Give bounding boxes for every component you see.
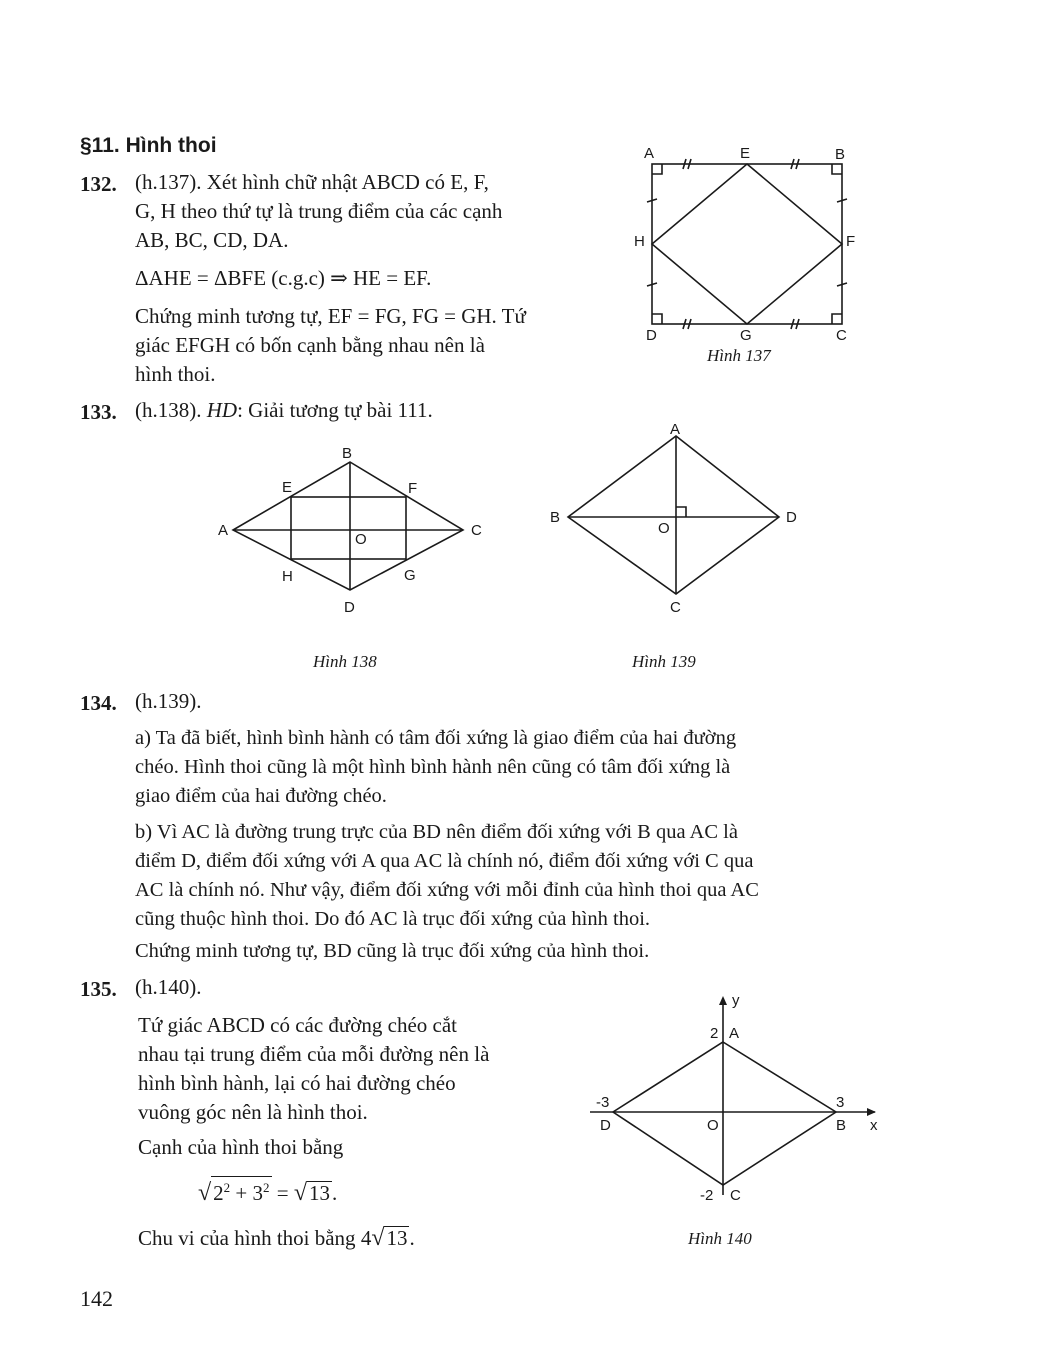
section-title: Hình thoi (125, 134, 217, 157)
label-a: A (670, 421, 681, 438)
rhombus-efgh (652, 164, 842, 324)
rhombus-abcd (568, 436, 779, 594)
label-h: H (282, 568, 293, 585)
exercise-134-ref: (h.139). (135, 689, 202, 713)
label-c: C (670, 599, 681, 616)
exp-2: 2 (223, 1180, 231, 1195)
right-angle-b (832, 164, 842, 174)
figure-140 (580, 990, 900, 1210)
formula-side-length (198, 1176, 337, 1208)
exercise-133-ref: (h.138). (135, 398, 202, 422)
text-line: G, H theo thứ tự là trung điểm của các cạnh (135, 199, 503, 223)
caption-140: Hình 140 (688, 1229, 752, 1248)
text-line: b) Vì AC là đường trung trực của BD nên điểm đối xứng với B qua AC là (135, 821, 738, 843)
tick-marks-sides (647, 199, 847, 286)
label-b: B (550, 509, 561, 526)
label-c: C (471, 522, 482, 539)
rhombus-abcd (613, 1042, 836, 1185)
label-d: D (786, 509, 797, 526)
base-2: 2 (213, 1181, 224, 1205)
right-angle-o (676, 507, 686, 517)
label-g: G (740, 327, 752, 344)
perimeter-radicand: 13 (386, 1226, 408, 1250)
figure-138 (210, 440, 500, 620)
label-c: C (730, 1187, 741, 1204)
page-number: 142 (80, 1286, 113, 1311)
text-line: giao điểm của hai đường chéo. (135, 785, 387, 807)
text-line: chéo. Hình thoi cũng là một hình bình hành nên cũng có tâm đối xứng là (135, 756, 731, 778)
figure-139 (540, 416, 820, 626)
label-g: G (404, 567, 416, 584)
label-o: O (355, 531, 367, 548)
label-o: O (658, 520, 670, 537)
exercise-135-number: 135. (80, 977, 117, 1001)
label-a: A (644, 145, 655, 162)
exercise-135-body (138, 1011, 558, 1162)
caption-138: Hình 138 (313, 652, 377, 671)
figure-137 (620, 140, 870, 370)
tick-2: 2 (710, 1025, 719, 1042)
rectangle-efgh (291, 497, 406, 559)
perimeter-line (138, 1224, 415, 1253)
label-f: F (408, 480, 418, 497)
exercise-133-number: 133. (80, 400, 117, 424)
text-line: AC là chính nó. Như vậy, điểm đối xứng với mỗi đỉnh của hình thoi qua AC (135, 879, 759, 901)
tick-minus-3: -3 (596, 1094, 610, 1111)
text-line: nhau tại trung điểm của mỗi đường nên là (138, 1042, 490, 1066)
right-angle-d (652, 314, 662, 324)
label-h: H (634, 233, 645, 250)
label-a: A (729, 1025, 740, 1042)
exp-3: 2 (263, 1180, 270, 1195)
exercise-132-number: 132. (80, 172, 117, 196)
equals: = (271, 1181, 294, 1205)
exercise-134-body (135, 724, 895, 966)
text-line: vuông góc nên là hình thoi. (138, 1100, 368, 1124)
text-line: AB, BC, CD, DA. (135, 228, 289, 252)
sqrt-sign: √ (198, 1180, 212, 1206)
label-f: F (846, 233, 856, 250)
label-c: C (836, 327, 847, 344)
tick-minus-2: -2 (700, 1187, 714, 1204)
caption-139: Hình 139 (632, 652, 696, 671)
text-line: cũng thuộc hình thoi. Do đó AC là trục đối xứng của hình thoi. (135, 908, 651, 930)
section-number: §11. (80, 134, 120, 157)
label-b: B (835, 146, 846, 163)
exercise-133-text: : Giải tương tự bài 111. (237, 398, 433, 422)
label-y: y (732, 992, 740, 1009)
label-d: D (600, 1117, 611, 1134)
y-axis-arrow-icon (719, 996, 727, 1005)
label-d: D (344, 599, 355, 616)
label-d: D (646, 327, 657, 344)
text-line: ΔAHE = ΔBFE (c.g.c) ⇒ HE = EF. (135, 266, 432, 290)
label-o: O (707, 1117, 719, 1134)
text-line: Tứ giác ABCD có các đường chéo cắt (138, 1013, 458, 1037)
exercise-134-number: 134. (80, 691, 117, 715)
period: . (332, 1181, 338, 1205)
text-line: giác EFGH có bốn cạnh bằng nhau nên là (135, 333, 485, 357)
text-line: (h.137). Xét hình chữ nhật ABCD có E, F, (135, 170, 489, 194)
text-line: Chứng minh tương tự, BD cũng là trục đối xứng của hình thoi. (135, 940, 650, 962)
period: . (409, 1226, 415, 1250)
text-line: hình bình hành, lại có hai đường chéo (138, 1071, 456, 1095)
rhombus-abcd (233, 462, 463, 590)
caption-137: Hình 137 (707, 346, 771, 365)
label-b: B (342, 445, 353, 462)
rectangle-abcd (652, 164, 842, 324)
label-e: E (282, 479, 293, 496)
right-angle-c (832, 314, 842, 324)
radicand (211, 1176, 271, 1204)
label-x: x (870, 1117, 878, 1134)
plus: + (230, 1181, 253, 1205)
base-3: 3 (252, 1181, 264, 1205)
exercise-133-body (135, 396, 433, 425)
label-a: A (218, 522, 229, 539)
tick-3: 3 (836, 1094, 845, 1111)
label-b: B (836, 1117, 847, 1134)
text-line: Cạnh của hình thoi bằng (138, 1135, 344, 1159)
text-line: Chứng minh tương tự, EF = FG, FG = GH. Tứ (135, 304, 526, 328)
exercise-135-ref: (h.140). (135, 975, 202, 999)
exercise-133-hd: HD (206, 398, 238, 422)
text-line: hình thoi. (135, 362, 216, 386)
result-radicand: 13 (309, 1181, 331, 1205)
x-axis-arrow-icon (867, 1108, 876, 1116)
sqrt-sign: √ (371, 1225, 385, 1251)
perimeter-coef: 4 (360, 1226, 372, 1250)
section-heading (80, 134, 217, 158)
perimeter-text: Chu vi của hình thoi bằng (138, 1226, 361, 1250)
sqrt-sign: √ (293, 1180, 308, 1206)
text-line: điểm D, điểm đối xứng với A qua AC là chính nó, điểm đối xứng với C qua (135, 850, 754, 872)
label-e: E (740, 145, 751, 162)
text-line: a) Ta đã biết, hình bình hành có tâm đối xứng là giao điểm của hai đường (135, 727, 737, 749)
exercise-132-body (135, 168, 585, 389)
right-angle-a (652, 164, 662, 174)
